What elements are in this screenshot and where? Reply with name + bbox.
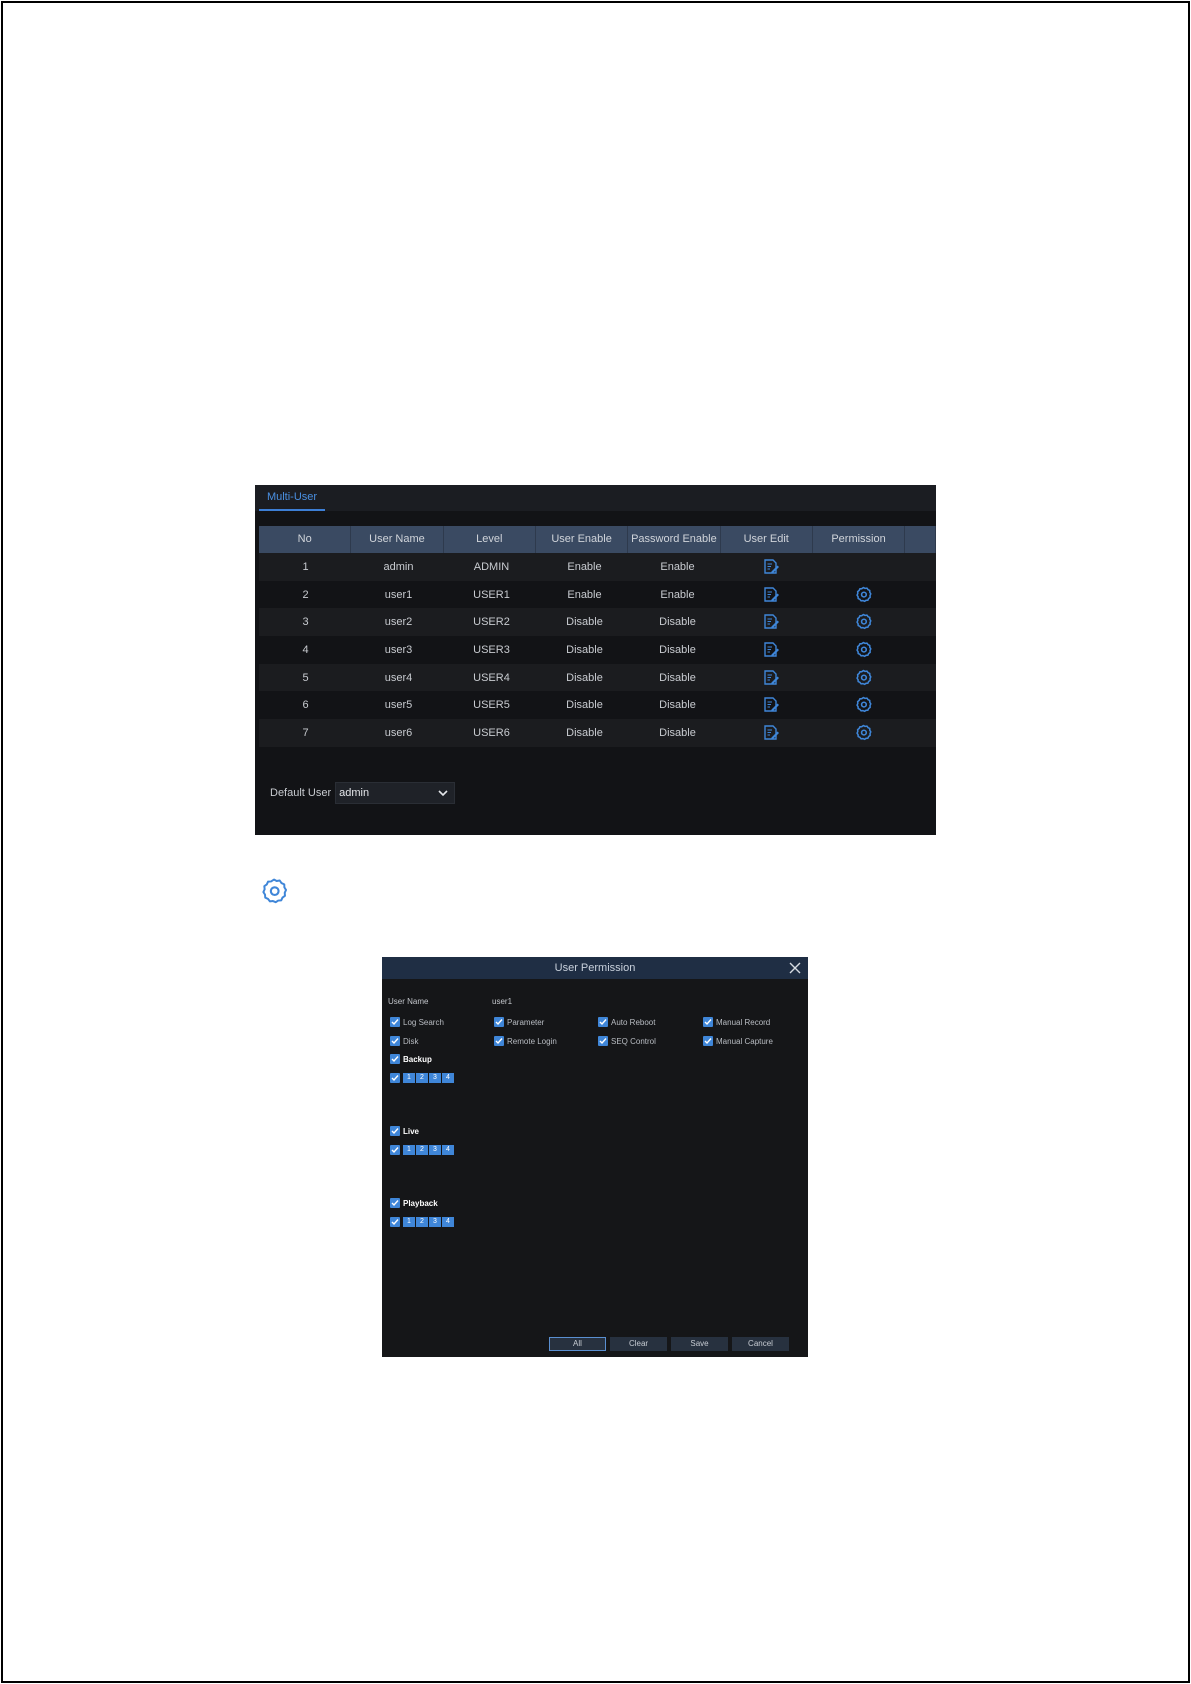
column-header-level: Level (444, 526, 535, 553)
default-user-select[interactable] (335, 782, 455, 804)
channel-toggle[interactable]: 1 (403, 1073, 415, 1083)
cell-user-edit (724, 664, 817, 692)
channel-toggle[interactable]: 2 (416, 1217, 428, 1227)
user-permission-dialog (382, 957, 808, 1357)
cell-level: USER4 (473, 671, 510, 684)
cell-user-enable: Disable (566, 643, 603, 656)
column-header-spacer (905, 526, 935, 553)
edit-icon[interactable] (762, 696, 780, 714)
cell-user-edit (724, 719, 817, 747)
cell-no: 4 (302, 643, 309, 656)
cell-password-enable: Disable (659, 671, 696, 684)
channel-toggle[interactable]: 2 (416, 1145, 428, 1155)
cell-password-enable: Disable (659, 616, 696, 629)
column-header-user-name: User Name (351, 526, 442, 553)
check-icon (599, 1018, 607, 1026)
cell-level: USER3 (473, 643, 510, 656)
edit-icon[interactable] (762, 641, 780, 659)
gear-icon[interactable] (855, 669, 873, 687)
checkbox[interactable] (494, 1017, 504, 1027)
table-row[interactable] (259, 636, 936, 664)
channel-toggle[interactable]: 4 (442, 1217, 454, 1227)
cell-user-name: admin (383, 560, 414, 573)
cell-user-enable: Enable (567, 560, 602, 573)
section-title: Backup (403, 1054, 432, 1064)
check-icon (391, 1018, 399, 1026)
check-icon (391, 1037, 399, 1045)
cell-password-enable: Enable (660, 588, 695, 601)
check-icon (391, 1127, 399, 1135)
check-icon (391, 1218, 399, 1226)
cell-user-enable: Enable (567, 588, 602, 601)
default-user-label: Default User (270, 787, 332, 799)
column-header-no: No (259, 526, 350, 553)
cell-permission (817, 581, 910, 609)
column-header-user-enable: User Enable (536, 526, 627, 553)
permission-label: Auto Reboot (611, 1017, 656, 1027)
cell-user-name: user3 (384, 643, 413, 656)
permission-label: Parameter (507, 1017, 545, 1027)
check-icon (495, 1037, 503, 1045)
checkbox[interactable] (390, 1126, 400, 1136)
cell-user-name: user4 (384, 671, 413, 684)
dialog-title: User Permission (554, 962, 636, 974)
checkbox[interactable] (390, 1198, 400, 1208)
tab-multi-user[interactable]: Multi-User (259, 485, 325, 511)
check-icon (391, 1199, 399, 1207)
column-header-user-edit: User Edit (721, 526, 812, 553)
user-table (259, 526, 936, 747)
checkbox[interactable] (390, 1017, 400, 1027)
check-icon (704, 1018, 712, 1026)
channel-toggle[interactable]: 2 (416, 1073, 428, 1083)
cell-password-enable: Disable (659, 726, 696, 739)
cell-no: 2 (302, 588, 309, 601)
section-backup[interactable] (390, 1053, 432, 1065)
cell-permission (817, 636, 910, 664)
permission-remote-login[interactable] (494, 1035, 557, 1047)
all-button[interactable]: All (549, 1337, 606, 1351)
checkbox-all-channels[interactable] (390, 1217, 400, 1227)
edit-icon[interactable] (762, 586, 780, 604)
channel-toggle[interactable]: 1 (403, 1145, 415, 1155)
close-icon[interactable] (786, 959, 804, 977)
check-icon (391, 1146, 399, 1154)
cell-user-enable: Disable (566, 616, 603, 629)
permission-seq-control[interactable] (598, 1035, 656, 1047)
checkbox[interactable] (390, 1054, 400, 1064)
cell-user-name: user1 (384, 588, 413, 601)
gear-icon (260, 877, 288, 905)
permission-parameter[interactable] (494, 1016, 544, 1028)
cell-password-enable: Disable (659, 643, 696, 656)
edit-icon[interactable] (762, 613, 780, 631)
cell-user-name: user5 (384, 699, 413, 712)
gear-icon[interactable] (855, 586, 873, 604)
gear-icon[interactable] (855, 696, 873, 714)
cell-user-edit (724, 636, 817, 664)
cell-permission (817, 719, 910, 747)
check-icon (391, 1074, 399, 1082)
edit-icon[interactable] (762, 724, 780, 742)
table-row[interactable] (259, 553, 936, 581)
user-name-value: user1 (492, 997, 513, 1006)
channel-toggle[interactable]: 4 (442, 1073, 454, 1083)
cell-no: 3 (302, 616, 309, 629)
dialog-header (382, 957, 808, 979)
edit-icon[interactable] (762, 669, 780, 687)
section-live[interactable] (390, 1125, 419, 1137)
cell-user-edit (724, 691, 817, 719)
cell-user-edit (724, 553, 817, 581)
table-row[interactable] (259, 608, 936, 636)
permission-label: Log Search (403, 1017, 444, 1027)
checkbox[interactable] (598, 1036, 608, 1046)
gear-icon[interactable] (855, 613, 873, 631)
cell-user-edit (724, 608, 817, 636)
cell-level: USER2 (473, 616, 510, 629)
channel-toggle[interactable]: 4 (442, 1145, 454, 1155)
cell-user-edit (724, 581, 817, 609)
checkbox-all-channels[interactable] (390, 1073, 400, 1083)
live-channel-row (390, 1144, 454, 1156)
permission-auto-reboot[interactable] (598, 1016, 655, 1028)
user-name-label: User Name (388, 997, 429, 1006)
channel-toggle[interactable]: 1 (403, 1217, 415, 1227)
permission-manual-record[interactable] (703, 1016, 770, 1028)
permission-label: SEQ Control (611, 1036, 656, 1046)
playback-channel-row (390, 1216, 454, 1228)
table-row[interactable] (259, 664, 936, 692)
cell-level: USER6 (473, 726, 510, 739)
checkbox[interactable] (494, 1036, 504, 1046)
check-icon (704, 1037, 712, 1045)
default-user-row (270, 782, 455, 804)
column-header-password-enable: Password Enable (628, 526, 719, 553)
check-icon (391, 1055, 399, 1063)
cell-password-enable: Disable (659, 699, 696, 712)
section-title: Live (403, 1126, 420, 1136)
gear-icon[interactable] (855, 641, 873, 659)
gear-icon[interactable] (855, 724, 873, 742)
backup-channel-row (390, 1072, 454, 1084)
cell-user-name: user2 (384, 616, 413, 629)
cell-no: 7 (302, 726, 309, 739)
checkbox-all-channels[interactable] (390, 1145, 400, 1155)
permission-log-search[interactable] (390, 1016, 444, 1028)
permission-label: Disk (403, 1036, 419, 1046)
section-title: Playback (403, 1198, 438, 1208)
channel-toggle[interactable]: 3 (429, 1145, 441, 1155)
cancel-button[interactable]: Cancel (732, 1337, 789, 1351)
save-button[interactable]: Save (671, 1337, 728, 1351)
table-row[interactable] (259, 581, 936, 609)
chevron-down-icon (438, 790, 448, 797)
edit-icon[interactable] (762, 558, 780, 576)
multi-user-panel (255, 485, 936, 835)
channel-toggle[interactable]: 3 (429, 1217, 441, 1227)
cell-user-enable: Disable (566, 726, 603, 739)
cell-permission (817, 691, 910, 719)
permission-label: Remote Login (507, 1036, 557, 1046)
cell-password-enable: Enable (660, 560, 695, 573)
clear-button[interactable]: Clear (610, 1337, 667, 1351)
check-icon (599, 1037, 607, 1045)
checkbox[interactable] (703, 1017, 713, 1027)
table-header (259, 526, 936, 553)
checkbox[interactable] (703, 1036, 713, 1046)
section-playback[interactable] (390, 1197, 438, 1209)
check-icon (495, 1018, 503, 1026)
tab-bar (255, 485, 936, 511)
permission-label: Manual Record (716, 1017, 771, 1027)
checkbox[interactable] (598, 1017, 608, 1027)
default-user-value: admin (339, 787, 370, 799)
cell-level: ADMIN (473, 560, 510, 573)
permission-disk[interactable] (390, 1035, 419, 1047)
cell-permission (817, 664, 910, 692)
cell-no: 5 (302, 671, 309, 684)
cell-no: 1 (302, 560, 309, 573)
cell-no: 6 (302, 699, 309, 712)
permission-manual-capture[interactable] (703, 1035, 773, 1047)
column-header-permission: Permission (813, 526, 904, 553)
page-frame (1, 1, 1190, 1683)
permission-label: Manual Capture (716, 1036, 773, 1046)
cell-user-enable: Disable (566, 699, 603, 712)
checkbox[interactable] (390, 1036, 400, 1046)
cell-level: USER1 (473, 588, 510, 601)
table-body (259, 553, 936, 747)
cell-user-name: user6 (384, 726, 413, 739)
cell-user-enable: Disable (566, 671, 603, 684)
cell-level: USER5 (473, 699, 510, 712)
channel-toggle[interactable]: 3 (429, 1073, 441, 1083)
table-row[interactable] (259, 691, 936, 719)
table-row[interactable] (259, 719, 936, 747)
cell-permission (817, 608, 910, 636)
cell-permission (817, 553, 910, 581)
